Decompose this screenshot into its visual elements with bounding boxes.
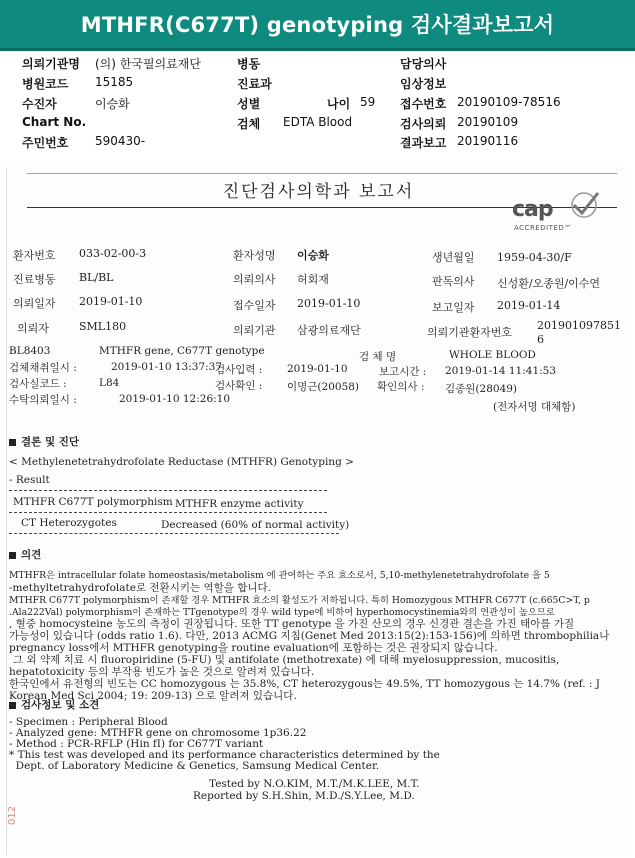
section-bullet-icon <box>9 552 16 559</box>
scanned-report-title: 진단검사의학과 보고서 <box>222 182 415 202</box>
sex-label: 성별 <box>237 97 261 111</box>
hospital-code-value: 15185 <box>95 75 134 89</box>
requester-value: SML180 <box>79 320 127 333</box>
opinion-line: pregnancy loss에서 MTHFR genotyping을 routine evaluation에 포함하는 것은 권장되지 않습니다. <box>9 642 498 654</box>
section-bullet-icon <box>9 439 16 446</box>
chart-number-label: Chart No. <box>22 115 87 129</box>
reg-number-value: 033-02-00-3 <box>79 247 147 260</box>
confirm-doctor-value: 김종원(28049) <box>445 383 518 395</box>
department-label: 진료과 <box>237 77 272 91</box>
test-code: BL8403 <box>9 345 51 357</box>
lab-code-label: 검사실코드 : <box>9 378 67 390</box>
ward-label: 병동 <box>237 57 261 71</box>
opinion-line: -methyltetrahydrofolate로 전환시키는 역할을 합니다. <box>9 582 272 594</box>
ward-value: BL/BL <box>79 271 114 284</box>
patient-name-label: 환자성명 <box>233 249 276 262</box>
confirm-doctor-label: 확인의사 : <box>377 381 425 393</box>
report-time-value: 2019-01-14 11:41:53 <box>445 365 557 377</box>
reading-doctor-label: 판독의사 <box>432 275 475 288</box>
collection-time-label: 검체채취일시 : <box>9 362 77 374</box>
resident-number-value: 590430- <box>95 134 146 148</box>
result-column-polymorphism: MTHFR C677T polymorphism <box>13 496 173 508</box>
opinion-line: Korean Med Sci 2004; 19: 209-13) 으로 알려져 있습니다. <box>9 690 297 702</box>
patient-name-label: 수진자 <box>22 97 57 111</box>
specimen-label: 검체 <box>237 117 261 131</box>
report-banner <box>0 0 635 48</box>
result-heading: 결론 및 진단 <box>9 434 79 449</box>
opinion-line: 그 외 약제 치료 시 fluoropiridine (5-FU) 및 antifolate (methotrexate) 에 대해 myelosuppression, mucositis, <box>13 654 560 666</box>
opinion-line: hepatotoxicity 등의 부작용 빈도가 높은 것으로 알려져 있습니다. <box>9 666 315 678</box>
doctor-label: 담당의사 <box>400 57 447 71</box>
request-date-value: 2019-01-10 <box>79 295 143 308</box>
request-date-label: 검사의뢰 <box>400 117 447 131</box>
report-date-label: 결과보고 <box>400 136 447 150</box>
report-title: MTHFR(C677T) genotyping 검사결과보고서 <box>80 13 555 37</box>
requester-label: 의뢰자 <box>17 322 49 335</box>
lab-code-value: L84 <box>99 377 120 389</box>
cap-accredited-text: ACCREDITED™ <box>514 224 572 232</box>
opinion-heading: 의견 <box>9 547 41 562</box>
opinion-line: , 혈중 homocysteine 농도의 측정이 권장됩니다. 또한 TT genotype 을 가진 산모의 경우 신경관 결손을 가진 태아를 가질 <box>9 618 575 630</box>
request-date-label: 의뢰일자 <box>13 297 56 310</box>
ward-label: 진료병동 <box>13 273 56 286</box>
reading-doctor-value: 신성환/오종원/이수연 <box>497 277 601 290</box>
test-input-label: 검사입력 : <box>215 364 263 376</box>
result-table-rule <box>9 533 339 534</box>
method-line: * This test was developed and its performance characteristics determined by the <box>9 749 440 761</box>
specimen-value: EDTA Blood <box>283 115 353 129</box>
banner-divider <box>0 48 635 51</box>
collection-time-value: 2019-01-10 13:37:37 <box>111 361 223 373</box>
receipt-date-label: 접수일자 <box>233 299 276 312</box>
info-row <box>0 134 635 153</box>
specimen-name-label: 검 체 명 <box>359 351 397 363</box>
report-date-value: 20190116 <box>457 134 519 148</box>
result-genotype-value: CT Heterozygotes <box>21 517 117 529</box>
info-row <box>0 75 635 94</box>
opinion-line: 한국인에서 유전형의 빈도는 CC homozygous 는 35.8%, CT heterozygous는 49.5%, TT homozygous 는 14.7% (ref. : J <box>9 678 600 690</box>
result-label: - Result <box>9 474 50 486</box>
requesting-institution-value: 삼광의료재단 <box>297 324 361 337</box>
patient-name-value: 이승화 <box>297 249 329 262</box>
test-confirm-label: 검사확인 : <box>215 380 263 392</box>
requesting-doctor-value: 허회재 <box>297 273 329 286</box>
report-date-value: 2019-01-14 <box>497 299 561 312</box>
method-line: - Specimen : Peripheral Blood <box>9 716 168 728</box>
page-edge-number: 012 <box>7 805 18 825</box>
cap-accredited-logo <box>512 189 602 232</box>
info-row <box>0 55 635 74</box>
requesting-doctor-label: 의뢰의사 <box>233 273 276 286</box>
tested-by: Tested by N.O.KIM, M.T./M.K.LEE, M.T. <box>209 778 420 790</box>
result-column-enzyme: MTHFR enzyme activity <box>175 498 304 510</box>
age-label: 나이 <box>327 97 351 111</box>
result-table-rule <box>9 512 327 513</box>
e-signature-note: (전자서명 대체함) <box>493 401 576 413</box>
birth-date-value: 1959-04-30/F <box>497 251 572 264</box>
test-input-value: 2019-01-10 <box>287 363 348 375</box>
cap-checkmark-icon <box>556 189 602 221</box>
consignment-time-value: 2019-01-10 12:26:10 <box>119 393 231 405</box>
resident-number-label: 주민번호 <box>22 136 69 150</box>
request-date-value: 20190109 <box>457 115 519 129</box>
institution-value: (의) 한국필의료재단 <box>95 57 201 71</box>
reg-number-label: 환자번호 <box>13 249 56 262</box>
test-confirm-value: 이명근(20058) <box>287 381 360 393</box>
receipt-number-label: 접수번호 <box>400 97 447 111</box>
info-row <box>0 95 635 114</box>
patient-name-value: 이승화 <box>95 97 130 111</box>
reported-by: Reported by S.H.Shin, M.D./S.Y.Lee, M.D. <box>193 790 415 802</box>
result-activity-value: Decreased (60% of normal activity) <box>161 519 350 531</box>
method-line: Dept. of Laboratory Medicine & Genetics, Samsung Medical Center. <box>9 760 380 772</box>
clinical-info-label: 임상정보 <box>400 77 447 91</box>
receipt-number-value: 20190109-78516 <box>457 95 561 109</box>
result-table-rule <box>9 490 327 491</box>
test-name: MTHFR gene, C677T genotype <box>99 345 265 357</box>
top-rule <box>27 173 617 174</box>
institution-label: 의뢰기관명 <box>22 57 80 71</box>
institution-patient-number-label: 의뢰기관환자번호 <box>427 326 513 339</box>
institution-patient-number-value: 201901097851 <box>537 319 621 332</box>
report-time-label: 보고시간 : <box>379 366 427 378</box>
requesting-institution-label: 의뢰기관 <box>233 324 276 337</box>
hospital-code-label: 병원코드 <box>22 77 69 91</box>
method-line: - Method : PCR-RFLP (Hin fI) for C677T variant <box>9 738 264 750</box>
method-heading: 검사정보 및 소견 <box>9 697 99 712</box>
section-bullet-icon <box>9 702 16 709</box>
institution-patient-number-value-cont: 6 <box>537 333 544 346</box>
age-value: 59 <box>360 95 376 109</box>
opinion-line: MTHFR C677T polymorphism이 존재할 경우 MTHFR 효소의 활성도가 저하됩니다. 특히 Homozygous MTHFR C677T (c.665C>T, p <box>9 595 590 606</box>
info-row <box>0 115 635 134</box>
cap-logo-text: cap <box>512 197 553 222</box>
birth-date-label: 생년월일 <box>432 251 475 264</box>
report-date-label: 보고일자 <box>432 301 475 314</box>
method-line: - Analyzed gene: MTHFR gene on chromosome 1p36.22 <box>9 727 307 739</box>
opinion-line: .Ala222Val) polymorphism이 존재하는 TTgenotype의 경우 wild type에 비하여 hyperhomocystinemia와의 연관성이 높으므로 <box>9 607 555 618</box>
opinion-line: 가능성이 있습니다 (odds ratio 1.6). 다만, 2013 ACMG 지침(Genet Med 2013:15(2):153-156)에 의하면 thrombophilia나 <box>9 630 610 642</box>
result-subtitle: < Methylenetetrahydrofolate Reductase (MTHFR) Genotyping > <box>9 456 354 468</box>
consignment-time-label: 수탁의뢰일시 : <box>9 394 77 406</box>
receipt-date-value: 2019-01-10 <box>297 297 361 310</box>
scanned-report <box>6 167 629 855</box>
specimen-name-value: WHOLE BLOOD <box>449 349 536 361</box>
opinion-line: MTHFR은 intracellular folate homeostasis/metabolism 에 관여하는 주요 효소로서, 5,10-methylenetetrahydrofolate 을 5 <box>9 570 550 581</box>
